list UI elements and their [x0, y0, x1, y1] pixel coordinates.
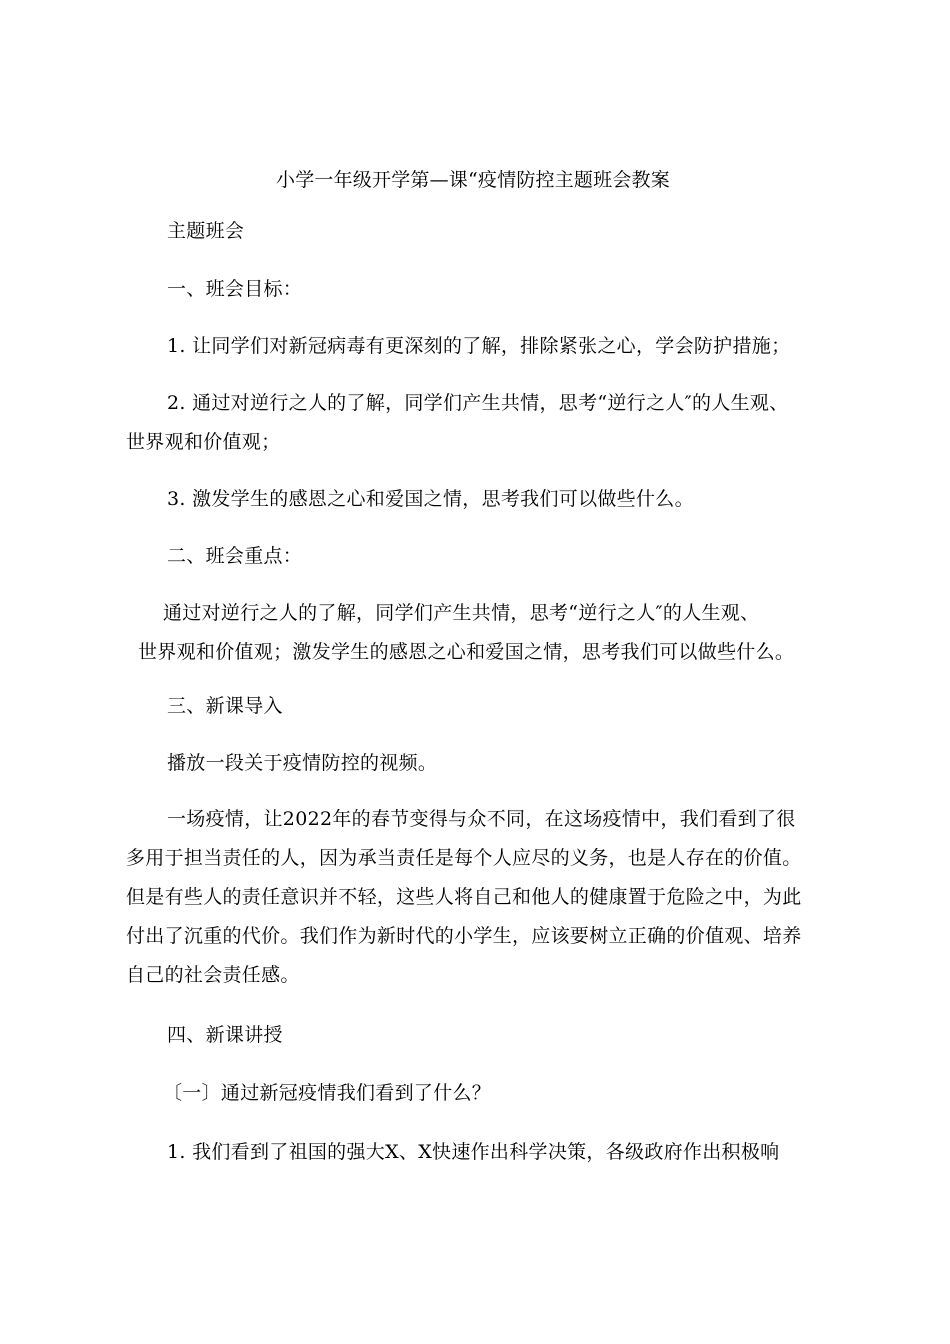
- section-heading-goals: 一、班会目标：: [167, 278, 303, 300]
- section-heading-intro: 三、新课导入: [167, 695, 283, 717]
- lecture-item-1: 1. 我们看到了祖国的强大X、X快速作出科学决策，各级政府作出积极响: [167, 1141, 780, 1163]
- section-heading-lecture: 四、新课讲授: [167, 1024, 283, 1046]
- intro-paragraph-1: 播放一段关于疫情防控的视频。: [167, 752, 438, 774]
- focus-paragraph-line-1: 通过对逆行之人的了解，同学们产生共情，思考“逆行之人″的人生观、: [163, 602, 760, 624]
- goal-item-1: 1. 让同学们对新冠病毒有更深刻的了解，排除紧张之心，学会防护措施；: [167, 335, 791, 357]
- document-subtitle: 主题班会: [167, 220, 245, 242]
- document-title: 小学一年级开学第—课“疫情防控主题班会教案: [276, 169, 670, 191]
- intro-paragraph-2-line-5: 自己的社会责任感。: [126, 964, 300, 986]
- lecture-subheading-1: 〔一〕通过新冠疫情我们看到了什么？: [163, 1082, 492, 1104]
- goal-item-3: 3. 激发学生的感恩之心和爱国之情，思考我们可以做些什么。: [167, 488, 694, 510]
- intro-paragraph-2-line-1: 一场疫情，让2022年的春节变得与众不同，在这场疫情中，我们看到了很: [167, 808, 796, 830]
- intro-paragraph-2-line-2: 多用于担当责任的人，因为承当责任是每个人应尽的义务，也是人存在的价值。: [126, 847, 802, 869]
- focus-paragraph-line-2: 世界观和价值观；激发学生的感恩之心和爱国之情，思考我们可以做些什么。: [138, 641, 795, 663]
- intro-paragraph-2-line-4: 付出了沉重的代价。我们作为新时代的小学生，应该要树立正确的价值观、培养: [126, 925, 802, 947]
- goal-item-2-line-2: 世界观和价值观；: [126, 431, 281, 453]
- goal-item-2-line-1: 2. 通过对逆行之人的了解，同学们产生共情，思考“逆行之人″的人生观、: [167, 392, 789, 414]
- intro-paragraph-2-line-3: 但是有些人的责任意识并不轻，这些人将自己和他人的健康置于危险之中，为此: [126, 886, 802, 908]
- section-heading-focus: 二、班会重点：: [167, 545, 303, 567]
